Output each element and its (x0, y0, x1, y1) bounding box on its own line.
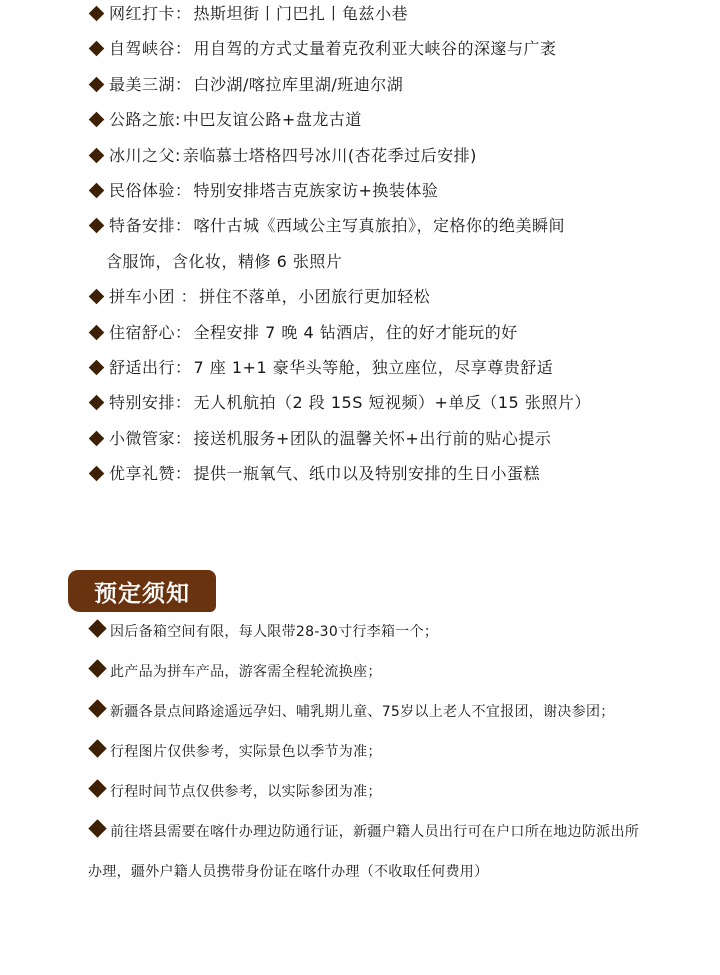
diamond-bullet-icon (89, 218, 105, 234)
diamond-bullet-icon (89, 360, 105, 376)
feature-item (88, 460, 708, 495)
feature-label: 拼车小团 ： (109, 287, 198, 307)
diamond-bullet-icon (88, 819, 106, 837)
feature-label: 自驾峡谷： (109, 39, 192, 59)
diamond-bullet-icon (89, 77, 105, 93)
feature-label: 冰川之父: (109, 145, 181, 165)
feature-item (88, 71, 708, 106)
diamond-bullet-icon (88, 619, 106, 637)
note-item (88, 612, 648, 652)
feature-label: 特别安排： (109, 393, 192, 413)
feature-label: 优享礼赞： (109, 464, 192, 484)
diamond-bullet-icon (88, 779, 106, 797)
feature-text: 中巴友谊公路+盘龙古道 (182, 110, 362, 130)
feature-label: 特备安排： (109, 216, 192, 236)
feature-text: 提供一瓶氧气、纸巾以及特别安排的生日小蛋糕 (193, 464, 541, 484)
diamond-bullet-icon (89, 183, 105, 199)
feature-item (88, 106, 708, 141)
feature-item (88, 0, 708, 35)
diamond-bullet-icon (89, 112, 105, 128)
feature-continuation (88, 248, 708, 283)
feature-item (88, 177, 708, 212)
diamond-bullet-icon (89, 41, 105, 57)
feature-item (88, 389, 708, 424)
feature-label: 舒适出行： (109, 357, 192, 377)
diamond-bullet-icon (89, 289, 105, 305)
feature-text: 拼住不落单，小团旅行更加轻松 (199, 287, 431, 307)
diamond-bullet-icon (89, 324, 105, 340)
feature-item (88, 142, 708, 177)
feature-item (88, 354, 708, 389)
diamond-bullet-icon (88, 699, 106, 717)
feature-label: 网红打卡： (109, 4, 192, 23)
diamond-bullet-icon (89, 147, 105, 163)
feature-text: 全程安排 7 晚 4 钻酒店，住的好才能玩的好 (193, 322, 518, 342)
note-text: 前往塔县需要在喀什办理边防通行证，新疆户籍人员出行可在户口所在地边防派出所办理，疆外户籍人员携带身份证在喀什办理（不收取任何费用） (88, 824, 640, 880)
feature-label: 民俗体验： (109, 180, 192, 200)
diamond-bullet-icon (88, 659, 106, 677)
feature-label: 小微管家： (109, 428, 192, 448)
diamond-bullet-icon (89, 430, 105, 446)
feature-label: 公路之旅: (109, 110, 181, 130)
note-item (88, 652, 648, 692)
feature-text: 7 座 1+1 豪华头等舱，独立座位，尽享尊贵舒适 (193, 357, 554, 377)
booking-notes-list (88, 612, 648, 892)
diamond-bullet-icon (89, 6, 105, 22)
feature-item (88, 319, 708, 354)
feature-text: 接送机服务+团队的温馨关怀+出行前的贴心提示 (193, 428, 552, 448)
feature-list (88, 0, 708, 495)
feature-text: 亲临慕士塔格四号冰川(杏花季过后安排) (182, 145, 477, 165)
feature-text: 用自驾的方式丈量着克孜利亚大峡谷的深邃与广袤 (193, 39, 557, 59)
diamond-bullet-icon (89, 466, 105, 482)
feature-text: 含服饰，含化妆，精修 6 张照片 (106, 251, 343, 271)
note-item (88, 732, 648, 772)
note-text: 行程图片仅供参考，实际景色以季节为准； (110, 744, 382, 760)
feature-item (88, 283, 708, 318)
feature-text: 热斯坦街丨门巴扎丨龟兹小巷 (193, 4, 409, 23)
note-text: 因后备箱空间有限，每人限带28-30寸行李箱一个； (110, 624, 439, 640)
feature-item (88, 425, 708, 460)
note-item (88, 772, 648, 812)
feature-label: 最美三湖： (109, 74, 192, 94)
feature-text: 特别安排塔吉克族家访+换装体验 (193, 180, 439, 200)
diamond-bullet-icon (88, 739, 106, 757)
note-text: 此产品为拼车产品，游客需全程轮流换座； (110, 664, 382, 680)
note-text: 行程时间节点仅供参考，以实际参团为准； (110, 784, 382, 800)
feature-label: 住宿舒心： (109, 322, 192, 342)
note-item (88, 812, 648, 892)
diamond-bullet-icon (89, 395, 105, 411)
feature-text: 白沙湖/喀拉库里湖/班迪尔湖 (193, 74, 404, 94)
feature-text: 喀什古城《西域公主写真旅拍》，定格你的绝美瞬间 (193, 216, 566, 236)
note-item (88, 692, 648, 732)
feature-text: 无人机航拍（2 段 15S 短视频）+单反（15 张照片） (193, 393, 591, 413)
feature-item (88, 212, 708, 247)
section-title-badge: 预定须知 (68, 570, 216, 612)
note-text: 新疆各景点间路途遥远孕妇、哺乳期儿童、75岁以上老人不宜报团，谢决参团； (110, 704, 615, 720)
feature-item (88, 35, 708, 70)
